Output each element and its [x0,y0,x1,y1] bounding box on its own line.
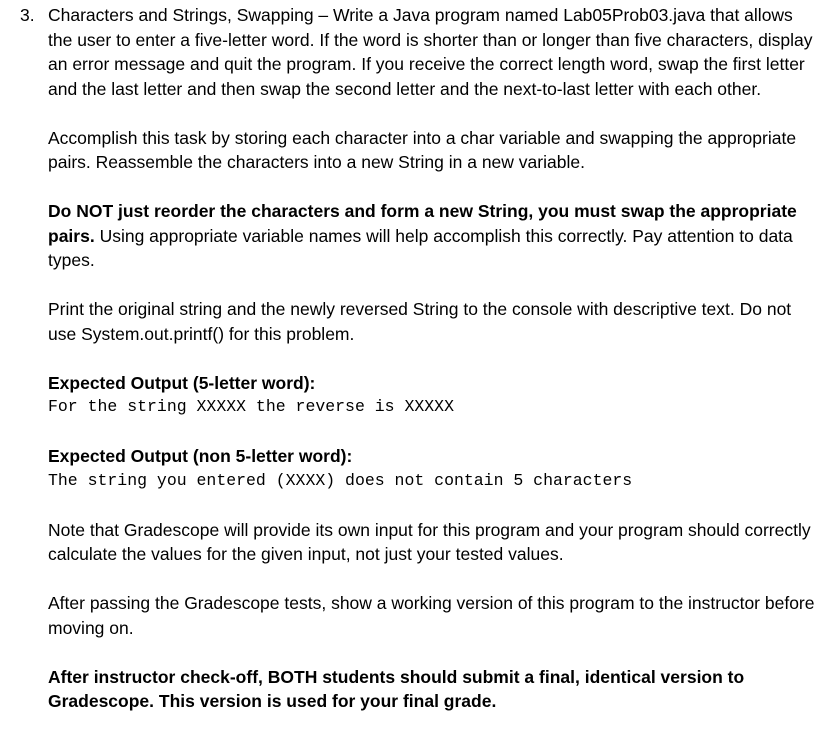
warning-bold-text: Do NOT just reorder the characters and form a new String, you must swap the appropriate pairs. [48,201,797,246]
expected-output-non-five-code: The string you entered (XXXX) does not contain 5 characters [48,470,633,490]
problem-content [48,3,818,714]
checkoff-note: After passing the Gradescope tests, show a working version of this program to the instructor before moving on. [48,593,815,638]
print-instructions: Print the original string and the newly reversed String to the console with descriptive text. Do not use System.out.printf() for this problem. [48,299,792,344]
expected-output-non-five-label: Expected Output (non 5-letter word): [48,446,353,466]
final-submission-note: After instructor check-off, BOTH students should submit a final, identical version to Gradescope. This version is used for your final grade. [48,666,745,711]
warning-rest-text: Using appropriate variable names will help accomplish this correctly. Pay attention to data types. [48,225,793,270]
accomplish-paragraph: Accomplish this task by storing each character into a char variable and swapping the appropriate pairs. Reassemble the characters into a new String in a new variable. [48,127,797,172]
problem-number: 3. [20,5,35,25]
warning-paragraph [48,199,818,273]
expected-output-five-code: For the string XXXXX the reverse is XXXXX [48,397,454,416]
problem-intro: Characters and Strings, Swapping – Write a Java program named Lab05Prob03.java that allows the user to enter a five-letter word. If the word is shorter than or longer than five characters, display an error message and quit the program. If you receive the correct length word, swap the first letter and the last letter and then swap the second letter and the next-to-last letter with each other. [48,5,813,99]
expected-output-five [48,371,818,420]
expected-output-non-five [48,444,818,493]
gradescope-note: Note that Gradescope will provide its own input for this program and your program should correctly calculate the values for the given input, not just your tested values. [48,519,811,564]
expected-output-five-label: Expected Output (5-letter word): [48,372,316,393]
